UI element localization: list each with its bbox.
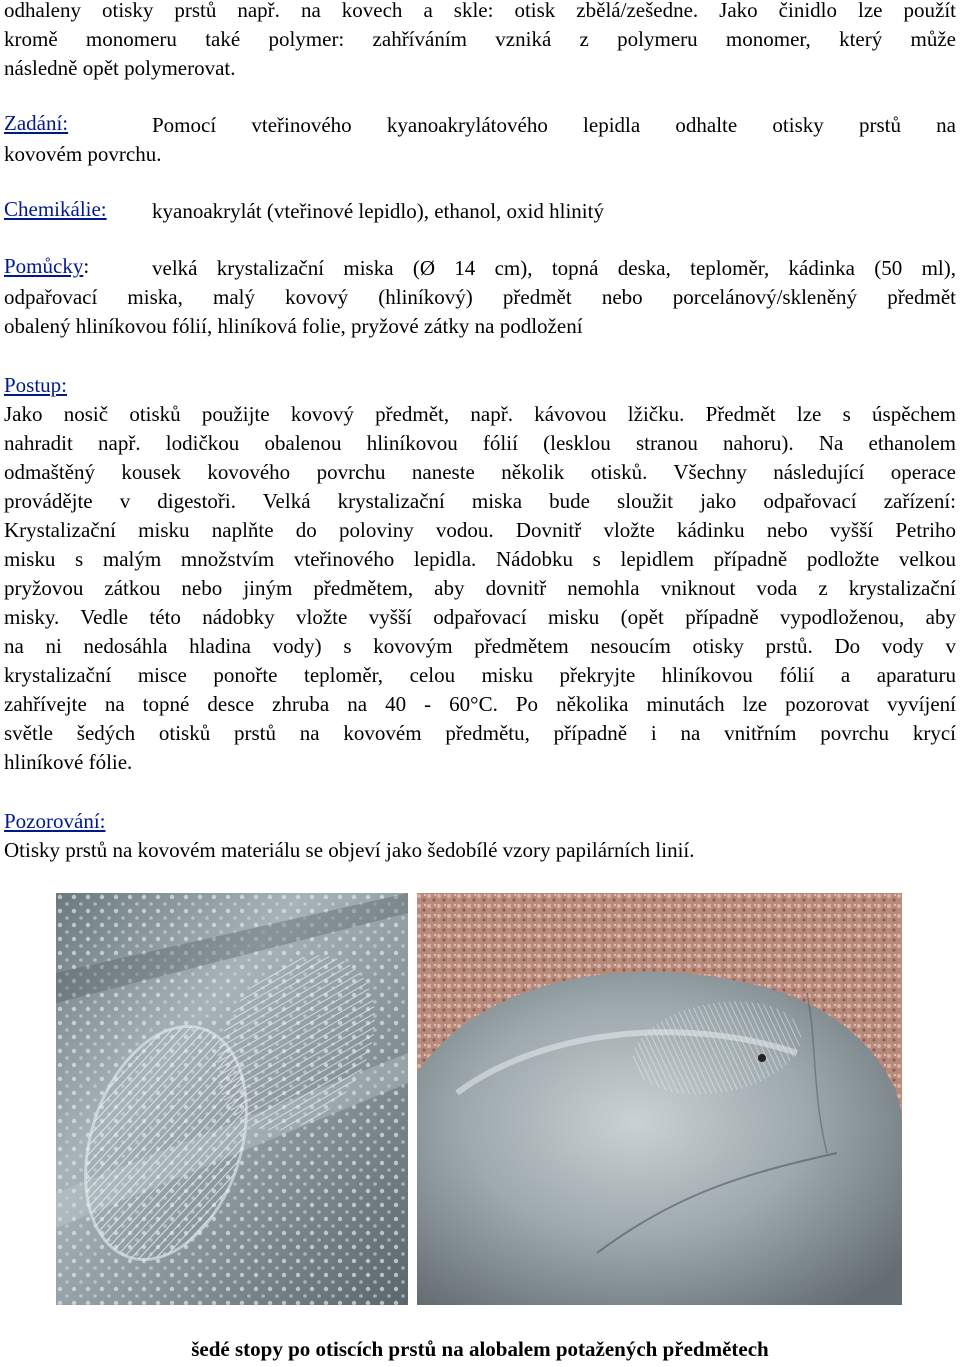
chemikalie-section: [4, 197, 956, 226]
pomucky-colon: :: [83, 254, 90, 278]
zadani-text-2: kovovém povrchu.: [4, 142, 162, 166]
pomucky-label-wrap: [4, 254, 152, 283]
figure-caption: šedé stopy po otiscích prstů na alobalem potažených předmětech: [191, 1337, 769, 1361]
zadani-section: [4, 111, 956, 140]
intro-line-2: kromě monomeru také polymer: zahříváním vzniká z polymeru monomer, který může: [4, 27, 956, 51]
pozorovani-label: Pozorování:: [4, 809, 106, 833]
fingerprint-photo-foil: [56, 893, 408, 1305]
pomucky-text-2: odpařovací miska, malý kovový (hliníkový) předmět nebo porcelánový/skleněný předmět: [4, 285, 956, 309]
postup-line: provádějte v digestoři. Velká krystalizační miska bude sloužit jako odpařovací zařízení:: [4, 489, 956, 513]
postup-heading: [4, 371, 956, 400]
postup-line: zahřívejte na topné desce zhruba na 40 - 60°C. Po několika minutách lze pozorovat vyvíjení: [4, 692, 956, 716]
pozorovani-heading: [4, 807, 956, 836]
postup-label: Postup:: [4, 373, 68, 397]
chemikalie-label: Chemikálie:: [4, 197, 107, 221]
postup-line: Jako nosič otisků použijte kovový předmět, např. kávovou lžičku. Předmět lze s úspěchem: [4, 402, 956, 426]
document-page: [4, 0, 956, 865]
intro-line-3: následně opět polymerovat.: [4, 56, 236, 80]
postup-line: misku s malým množstvím vteřinového lepidla. Nádobku s lepidlem případně podložte velkou: [4, 547, 956, 571]
postup-line: pryžovou zátkou nebo jiným předmětem, aby dovnitř nemohla vniknout voda z krystalizační: [4, 576, 956, 600]
postup-paragraph: [4, 400, 956, 777]
zadani-text-1: Pomocí vteřinového kyanoakrylátového lepidla odhalte otisky prstů na: [152, 113, 956, 137]
postup-line: misky. Vedle této nádobky vložte vyšší odpařovací misku (opět případně vypodloženou, aby: [4, 605, 956, 629]
photo-strip: [56, 893, 902, 1305]
postup-line: hliníkové fólie.: [4, 750, 133, 774]
pomucky-text-1: velká krystalizační miska (Ø 14 cm), topná deska, teploměr, kádinka (50 ml),: [152, 256, 956, 280]
pomucky-label: Pomůcky: [4, 254, 84, 278]
postup-line: světle šedých otisků prstů na kovovém předmětu, případně i na vnitřním povrchu krycí: [4, 721, 956, 745]
postup-line: odmaštěný kousek kovového povrchu naneste několik otisků. Všechny následující operace: [4, 460, 956, 484]
postup-line: na ni nedosáhla hladina vody) s kovovým předmětem nesoucím otisky prstů. Do vody v: [4, 634, 956, 658]
intro-line-1: odhaleny otisky prstů např. na kovech a skle: otisk zbělá/zešedne. Jako činidlo lze použít: [4, 0, 956, 22]
pomucky-section: [4, 254, 956, 283]
pozorovani-text: Otisky prstů na kovovém materiálu se objeví jako šedobílé vzory papilárních linií.: [4, 838, 695, 862]
fingerprint-photo-object: [417, 893, 902, 1305]
pomucky-text-3: obalený hliníkovou fólií, hliníková folie, pryžové zátky na podložení: [4, 314, 583, 338]
chemikalie-text: kyanoakrylát (vteřinové lepidlo), ethanol, oxid hlinitý: [152, 199, 604, 223]
zadani-label: Zadání:: [4, 111, 69, 135]
postup-line: Krystalizační misku naplňte do poloviny vodou. Dovnitř vložte kádinku nebo vyšší Petriho: [4, 518, 956, 542]
postup-line: krystalizační misce ponořte teploměr, celou misku překryjte hliníkovou fólií a aparaturu: [4, 663, 956, 687]
postup-line: nahradit např. lodičkou obalenou hliníkovou fólií (lesklou stranou nahoru). Na ethanolem: [4, 431, 956, 455]
